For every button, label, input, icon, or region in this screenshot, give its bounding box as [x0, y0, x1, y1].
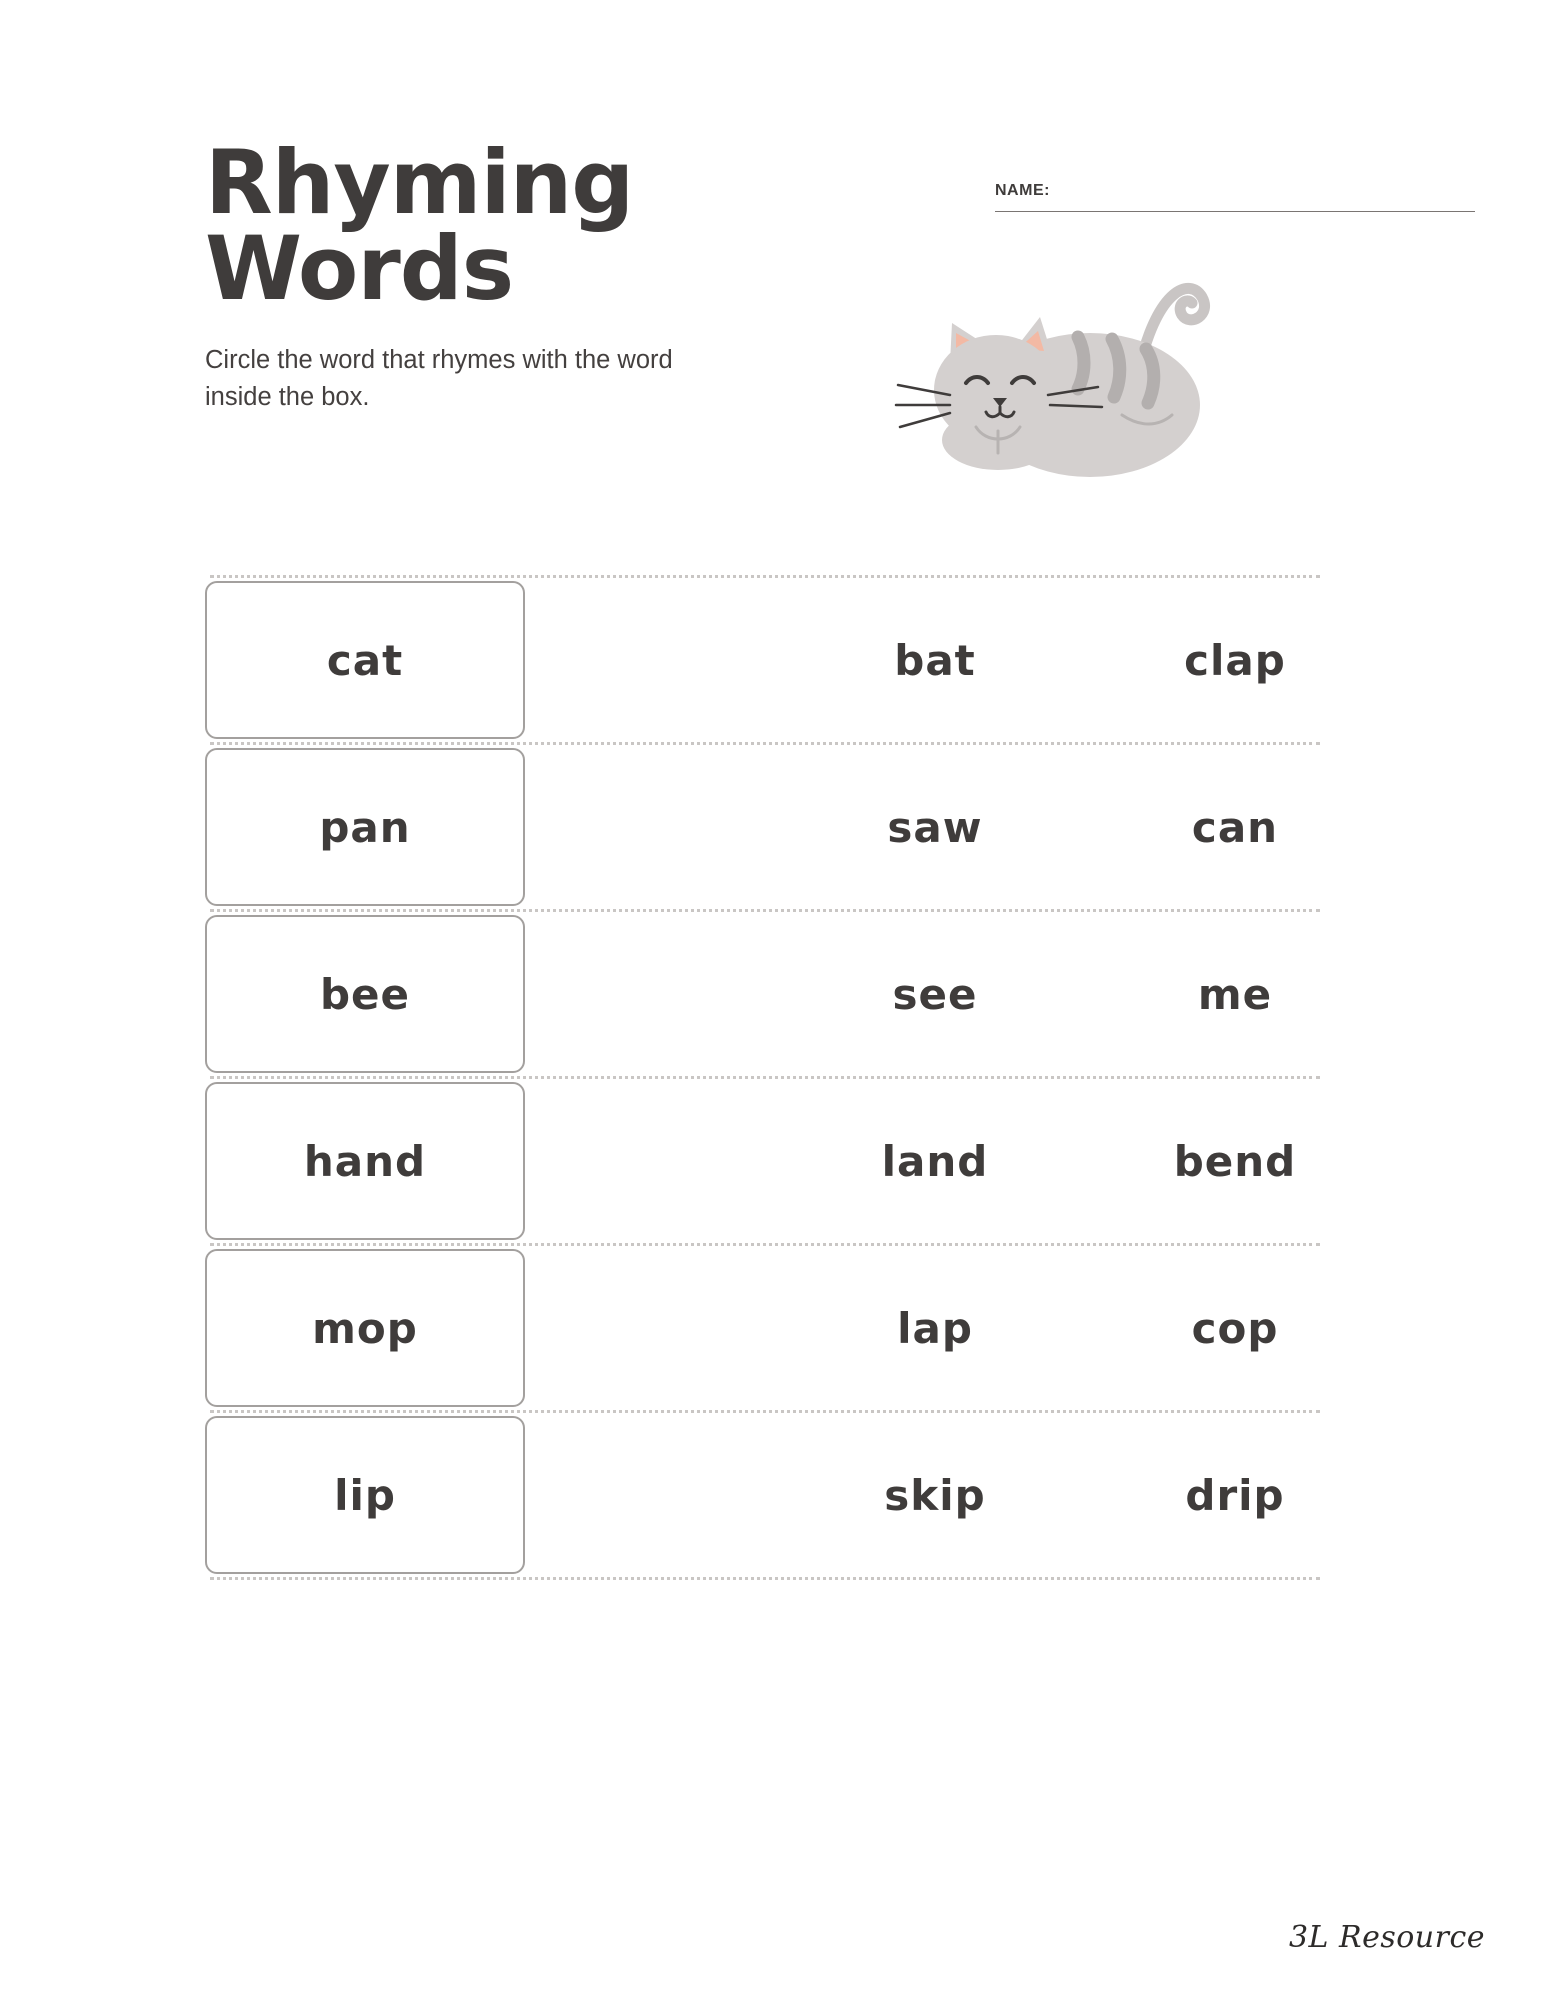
choice-option-1[interactable]: see — [892, 969, 978, 1019]
table-row — [205, 745, 1345, 909]
choice-option-2[interactable]: drip — [1185, 1470, 1285, 1520]
exercise-rows — [205, 575, 1345, 1580]
choice-option-1[interactable]: land — [881, 1136, 989, 1186]
choice-option-1[interactable]: bat — [894, 635, 976, 685]
prompt-word-box[interactable] — [205, 915, 525, 1073]
prompt-word: lip — [334, 1470, 396, 1520]
prompt-word-box[interactable] — [205, 1249, 525, 1407]
prompt-word-box[interactable] — [205, 1416, 525, 1574]
name-input-line[interactable] — [995, 210, 1475, 212]
choice-option-2[interactable]: clap — [1184, 635, 1286, 685]
table-row — [205, 578, 1345, 742]
prompt-word-box[interactable] — [205, 581, 525, 739]
table-row — [205, 1246, 1345, 1410]
page-title: Rhyming Words — [205, 131, 634, 321]
prompt-word: cat — [326, 635, 404, 685]
row-divider — [210, 1577, 1320, 1580]
name-field-group — [995, 182, 1475, 212]
prompt-word-box[interactable] — [205, 748, 525, 906]
prompt-word: hand — [303, 1136, 427, 1186]
table-row — [205, 1079, 1345, 1243]
choice-option-2[interactable]: can — [1191, 802, 1279, 852]
choice-option-2[interactable]: bend — [1173, 1136, 1297, 1186]
prompt-word-box[interactable] — [205, 1082, 525, 1240]
choice-option-2[interactable]: cop — [1191, 1303, 1279, 1353]
prompt-word: pan — [319, 802, 411, 852]
instructions-text: Circle the word that rhymes with the word inside the box. — [205, 346, 673, 412]
choice-option-1[interactable]: skip — [884, 1470, 986, 1520]
choice-option-1[interactable]: saw — [887, 802, 983, 852]
footer-brand: 3L Resource — [1288, 1920, 1485, 1955]
prompt-word: bee — [319, 969, 411, 1019]
name-label: NAME: — [995, 182, 1050, 199]
sleeping-cat-icon — [890, 255, 1230, 505]
choice-option-1[interactable]: lap — [897, 1303, 973, 1353]
table-row — [205, 912, 1345, 1076]
choice-option-2[interactable]: me — [1197, 969, 1273, 1019]
table-row — [205, 1413, 1345, 1577]
prompt-word: mop — [312, 1303, 418, 1353]
